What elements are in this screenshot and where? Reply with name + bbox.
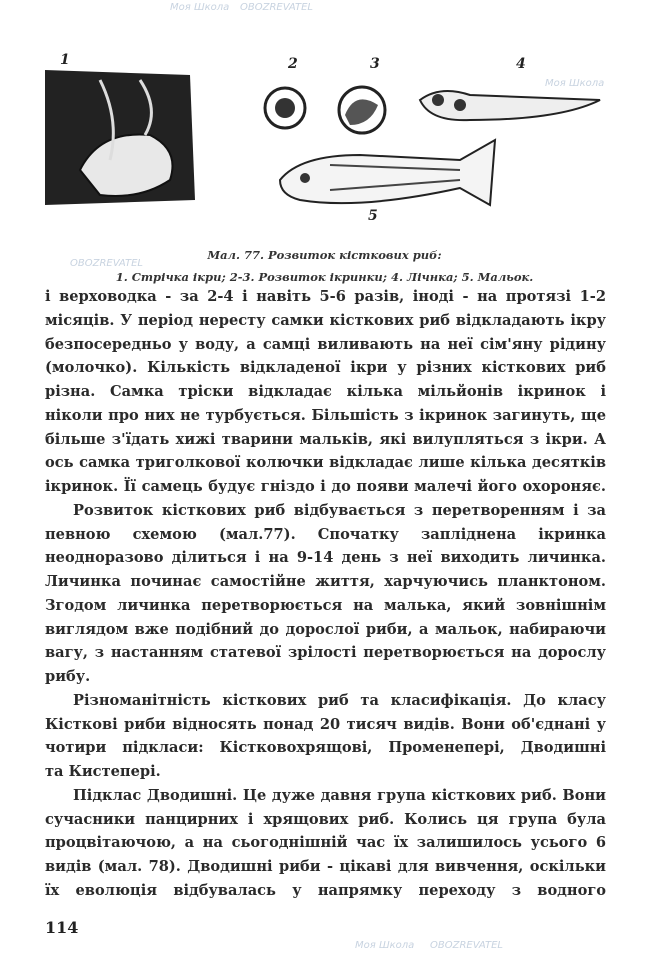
text-line: сучасники панцирних і хрящових риб. Колись ця група була	[45, 810, 606, 828]
text-line: ніколи про них не турбується. Більшість з ікринок загинуть, ще	[45, 406, 606, 424]
text-line: Різноманітність кісткових риб та класифікація. До класу	[73, 691, 606, 709]
watermark: OBOZREVATEL	[70, 258, 143, 269]
egg-ribbon-drawing	[45, 70, 195, 205]
paragraph-4	[45, 784, 606, 903]
text-line: Личинка починає самостійне життя, харчуючись планктоном.	[45, 573, 606, 590]
paragraph-2	[45, 499, 606, 689]
text-line: місяців. У період нересту самки кісткових риб відкладають ікру	[45, 311, 606, 329]
larva-drawing	[420, 91, 600, 120]
text-line: ікринок. Її самець будує гніздо і до появи малечі його охороняє.	[45, 478, 606, 495]
watermark: Моя Школа	[545, 78, 605, 89]
egg-stage-3-drawing	[339, 87, 385, 133]
fry-drawing	[280, 140, 495, 205]
text-line: неодноразово ділиться і на 9-14 день з неї виходить личинка.	[45, 549, 606, 567]
figure-label-4: 4	[516, 56, 526, 72]
watermark: OBOZREVATEL	[430, 940, 503, 951]
paragraph-1	[45, 285, 606, 499]
text-line: Згодом личинка перетворюється на малька, який зовнішнім	[45, 596, 606, 614]
text-line: безпосередньо у воду, а самці виливають на неї сім'яну рідину	[45, 335, 606, 353]
text-line: певною схемою (мал.77). Спочатку запліднена ікринка	[45, 525, 606, 543]
text-line: виглядом вже подібний до дорослої риби, а мальок, набираючи	[45, 620, 606, 638]
figure-label-5: 5	[368, 208, 378, 224]
text-line: процвітаючою, а на сьогоднішній час їх залишилось усього 6	[45, 834, 606, 852]
text-line: Підклас Дводишні. Це дуже давня група кісткових риб. Вони	[73, 786, 606, 804]
watermark: Моя Школа	[355, 940, 415, 951]
figure-label-2: 2	[288, 56, 298, 72]
text-line: рибу.	[45, 668, 91, 685]
text-line: (молочко). Кількість відкладеної ікри у різних кісткових риб	[45, 359, 606, 377]
paragraph-3	[45, 689, 606, 784]
text-line: ось самка триголкової колючки відкладає лише кілька десятків	[45, 454, 606, 472]
text-line: різна. Самка тріски відкладає кілька мільйонів ікринок і	[45, 383, 606, 400]
text-line: більше з'їдать хижі тварини мальків, які вилупляться з ікри. А	[45, 430, 606, 448]
figure-caption-title: Мал. 77. Розвиток кісткових риб:	[207, 248, 442, 262]
text-line: Кісткові риби відносять понад 20 тисяч видів. Вони об'єднані у	[45, 715, 606, 733]
text-line: видів (мал. 78). Дводишні риби - цікаві для вивчення, оскільки	[45, 858, 606, 875]
figure-caption-items: 1. Стрічка ікри; 2-3. Розвиток ікринки; 4. Лічнка; 5. Мальок.	[115, 270, 534, 284]
text-line: їх еволюція відбувалась у напрямку переходу з водного	[45, 881, 606, 899]
text-line: Розвиток кісткових риб відбувається з перетворенням і за	[73, 501, 606, 519]
text-line: вагу, з настанням статевої зрілості перетворюється на дорослу	[45, 644, 606, 662]
watermark: OBOZREVATEL	[240, 2, 313, 13]
figure-label-1: 1	[60, 52, 70, 68]
body-text	[45, 285, 606, 903]
page-number: 114	[45, 918, 79, 937]
text-line: та Кистепері.	[45, 763, 161, 780]
figure-fish-development	[40, 40, 610, 240]
text-line: і верховодка - за 2-4 і навіть 5-6 разів, іноді - на протязі 1-2	[45, 288, 606, 305]
figure-label-3: 3	[370, 56, 380, 72]
text-line: чотири підкласи: Кістковохрящові, Променепері, Дводишні	[45, 739, 606, 757]
watermark: Моя Школа	[170, 2, 230, 13]
egg-stage-2-drawing	[265, 88, 305, 128]
